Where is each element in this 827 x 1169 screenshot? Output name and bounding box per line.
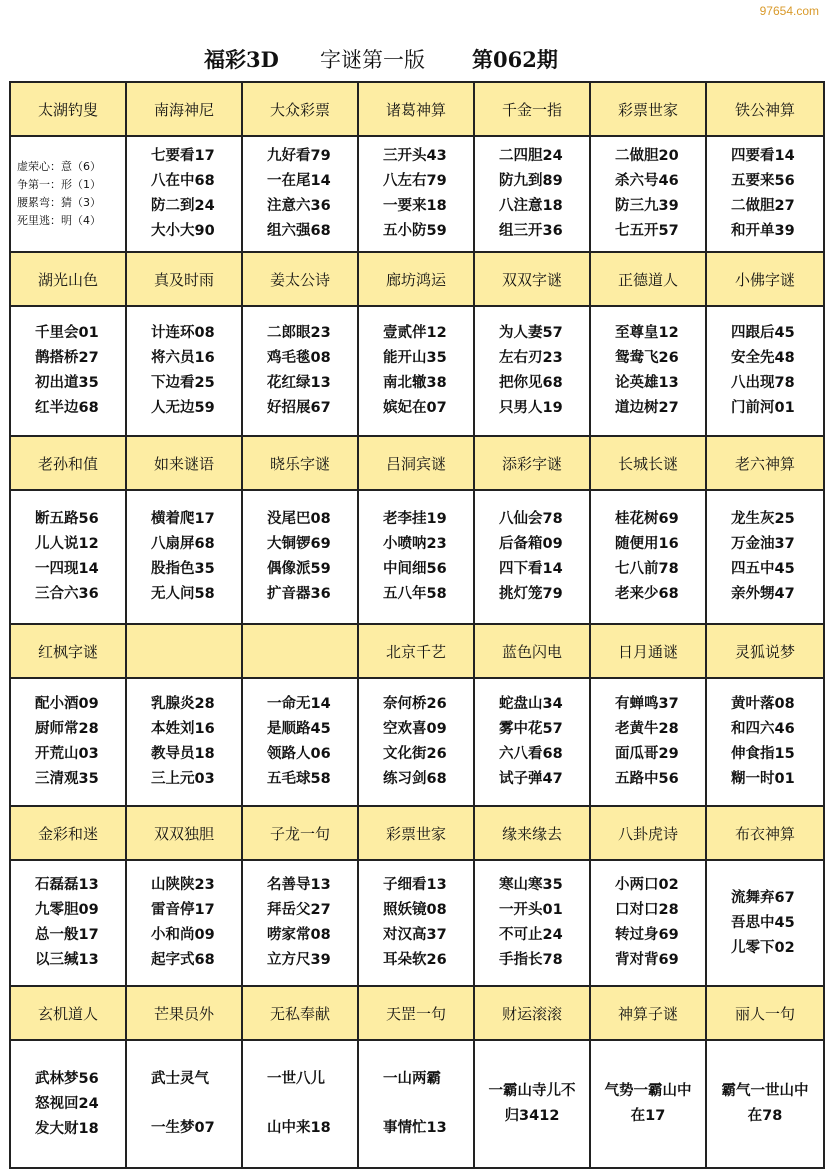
prediction-cell — [590, 860, 706, 986]
header-row — [10, 252, 824, 306]
prediction-cell — [590, 678, 706, 806]
site-watermark: 97654.com — [759, 4, 819, 18]
source-name: 长城长谜 — [590, 436, 706, 490]
prediction-line: 八在中68 — [151, 173, 215, 189]
prediction-line: 黄叶落08 — [731, 696, 795, 712]
prediction-cell — [358, 860, 474, 986]
prediction-line: 一命无14 — [267, 696, 331, 712]
prediction-line: 老黄牛28 — [615, 721, 679, 737]
prediction-cell — [10, 1040, 126, 1168]
prediction-line: 花红绿13 — [267, 375, 331, 391]
prediction-cell — [10, 678, 126, 806]
prediction-line: 门前河01 — [731, 400, 795, 416]
prediction-line: 以三缄13 — [35, 952, 99, 968]
prediction-line: 八左右79 — [383, 173, 447, 189]
prediction-line: 三开头43 — [383, 148, 447, 164]
prediction-row — [10, 490, 824, 624]
prediction-line: 二郎眼23 — [267, 325, 331, 341]
prediction-cell — [706, 306, 824, 436]
source-name: 老孙和值 — [10, 436, 126, 490]
prediction-line: 子细看13 — [383, 877, 447, 893]
prediction-line: 唠家常08 — [267, 927, 331, 943]
prediction-line: 雾中花57 — [499, 721, 563, 737]
source-name: 廊坊鸿运 — [358, 252, 474, 306]
prediction-line: 蛇盘山34 — [499, 696, 563, 712]
prediction-cell — [474, 678, 590, 806]
source-name: 北京千艺 — [358, 624, 474, 678]
prediction-cell — [474, 1040, 590, 1168]
prediction-line: 杀六号46 — [615, 173, 679, 189]
prediction-line: 南北辙38 — [383, 375, 447, 391]
prediction-cell — [10, 490, 126, 624]
title-edition: 字谜第一版 — [320, 48, 425, 72]
source-name: 老六神算 — [706, 436, 824, 490]
prediction-line: 照妖镜08 — [383, 902, 447, 918]
prediction-line: 计连环08 — [151, 325, 215, 341]
source-name: 双双字谜 — [474, 252, 590, 306]
prediction-cell — [706, 490, 824, 624]
prediction-cell — [474, 136, 590, 252]
source-name: 红枫字谜 — [10, 624, 126, 678]
prediction-line: 伸食指15 — [731, 746, 795, 762]
prediction-cell — [126, 860, 242, 986]
prediction-line: 四下看14 — [499, 561, 563, 577]
prediction-line: 二做胆27 — [731, 198, 795, 214]
prediction-line: 是顺路45 — [267, 721, 331, 737]
prediction-cell — [590, 306, 706, 436]
source-name: 大众彩票 — [242, 82, 358, 136]
prediction-row — [10, 1040, 824, 1168]
prediction-line: 五毛球58 — [267, 771, 331, 787]
prediction-line: 石磊磊13 — [35, 877, 99, 893]
header-row — [10, 624, 824, 678]
prediction-cell — [706, 1040, 824, 1168]
source-name: 彩票世家 — [358, 806, 474, 860]
prediction-line: 一在尾14 — [267, 173, 331, 189]
prediction-cell — [242, 490, 358, 624]
prediction-row — [10, 306, 824, 436]
prediction-line: 七要看17 — [151, 148, 215, 164]
title-issue: 第062期 — [472, 47, 558, 72]
prediction-line: 龙生灰25 — [731, 511, 795, 527]
prediction-line: 配小酒09 — [35, 696, 99, 712]
source-name: 无私奉献 — [242, 986, 358, 1040]
source-name: 缘来缘去 — [474, 806, 590, 860]
source-name — [242, 624, 358, 678]
prediction-line: 组三开36 — [499, 223, 563, 239]
prediction-line: 练习剑68 — [383, 771, 447, 787]
source-name: 玄机道人 — [10, 986, 126, 1040]
prediction-line: 空欢喜09 — [383, 721, 447, 737]
prediction-line: 七八前78 — [615, 561, 679, 577]
source-name: 神算子谜 — [590, 986, 706, 1040]
prediction-cell — [242, 136, 358, 252]
prediction-line: 五要来56 — [731, 173, 795, 189]
prediction-line: 桂花树69 — [615, 511, 679, 527]
prediction-cell — [10, 306, 126, 436]
prediction-line: 五八年58 — [383, 586, 447, 602]
source-name: 灵狐说梦 — [706, 624, 824, 678]
prediction-line: 随便用16 — [615, 536, 679, 552]
prediction-line: 中间细56 — [383, 561, 447, 577]
prediction-cell — [126, 490, 242, 624]
prediction-line: 归3412 — [504, 1108, 560, 1124]
prediction-line: 股指色35 — [151, 561, 215, 577]
prediction-line: 红半边68 — [35, 400, 99, 416]
prediction-line: 武士灵气 — [151, 1071, 209, 1087]
prediction-line: 八仙会78 — [499, 511, 563, 527]
prediction-line: 和四六46 — [731, 721, 795, 737]
source-name: 天罡一句 — [358, 986, 474, 1040]
prediction-line: 雷音停17 — [151, 902, 215, 918]
prediction-line: 为人妻57 — [499, 325, 563, 341]
prediction-cell — [242, 306, 358, 436]
source-name: 晓乐字谜 — [242, 436, 358, 490]
prediction-row — [10, 860, 824, 986]
prediction-cell — [706, 136, 824, 252]
prediction-line: 霸气一世山中 — [721, 1083, 809, 1099]
prediction-line: 背对背69 — [615, 952, 679, 968]
prediction-line: 名善导13 — [267, 877, 331, 893]
source-name: 金彩和迷 — [10, 806, 126, 860]
prediction-line: 口对口28 — [615, 902, 679, 918]
prediction-cell — [242, 1040, 358, 1168]
prediction-cell — [474, 490, 590, 624]
prediction-cell — [242, 860, 358, 986]
source-name: 添彩字谜 — [474, 436, 590, 490]
prediction-line: 儿零下02 — [731, 939, 795, 956]
prediction-cell — [126, 136, 242, 252]
prediction-line: 手指长78 — [499, 952, 563, 968]
prediction-line: 防二到24 — [151, 198, 215, 214]
prediction-line: 五路中56 — [615, 771, 679, 787]
prediction-cell — [590, 136, 706, 252]
prediction-line: 奈何桥26 — [383, 696, 447, 712]
prediction-line: 小喷呐23 — [383, 536, 447, 552]
prediction-line: 只男人19 — [499, 400, 563, 416]
prediction-line: 挑灯笼79 — [499, 586, 563, 602]
prediction-cell — [590, 1040, 706, 1168]
prediction-line: 扩音器36 — [267, 586, 331, 602]
prediction-line: 好招展67 — [267, 400, 331, 416]
prediction-line: 试子弹47 — [499, 771, 563, 787]
prediction-line: 有蝉鸣37 — [615, 696, 679, 712]
source-name: 如来谜语 — [126, 436, 242, 490]
prediction-line: 领路人06 — [267, 746, 331, 762]
source-name: 布衣神算 — [706, 806, 824, 860]
riddle-table — [9, 81, 825, 1169]
prediction-cell — [126, 678, 242, 806]
source-name: 蓝色闪电 — [474, 624, 590, 678]
header-row — [10, 806, 824, 860]
source-name: 姜太公诗 — [242, 252, 358, 306]
source-name — [126, 624, 242, 678]
prediction-line: 老来少68 — [615, 586, 679, 602]
prediction-line: 事情忙13 — [383, 1120, 447, 1136]
prediction-line: 流舞弃67 — [731, 889, 795, 906]
prediction-line: 把你见68 — [499, 375, 563, 391]
prediction-line: 后备箱09 — [499, 536, 563, 552]
prediction-cell — [358, 136, 474, 252]
prediction-line: 万金油37 — [731, 536, 795, 552]
source-name: 丽人一句 — [706, 986, 824, 1040]
prediction-line: 千里会01 — [35, 325, 99, 341]
prediction-line: 鸳鸯飞26 — [615, 350, 679, 366]
prediction-cell — [242, 678, 358, 806]
prediction-cell — [358, 490, 474, 624]
prediction-cell — [358, 306, 474, 436]
prediction-line: 九零胆09 — [35, 902, 99, 918]
prediction-cell — [126, 1040, 242, 1168]
prediction-line: 立方尺39 — [267, 952, 331, 968]
prediction-line: 六八看68 — [499, 746, 563, 762]
prediction-line: 争第一：形（1） — [17, 178, 101, 191]
header-row — [10, 82, 824, 136]
prediction-row — [10, 136, 824, 252]
prediction-line: 在78 — [747, 1108, 783, 1124]
source-name: 双双独胆 — [126, 806, 242, 860]
prediction-line: 一世八儿 — [267, 1071, 325, 1087]
prediction-line: 防三九39 — [615, 198, 679, 214]
prediction-line: 教导员18 — [151, 746, 215, 762]
prediction-line: 将六员16 — [151, 350, 215, 366]
prediction-line: 对汉高37 — [383, 927, 447, 943]
prediction-line: 一要来18 — [383, 198, 447, 214]
prediction-line: 四要看14 — [731, 148, 795, 164]
source-name: 财运滚滚 — [474, 986, 590, 1040]
prediction-line: 转过身69 — [615, 927, 679, 943]
prediction-line: 小两口02 — [615, 877, 679, 893]
prediction-line: 断五路56 — [35, 511, 99, 527]
prediction-line: 四跟后45 — [731, 325, 795, 341]
prediction-line: 七五开57 — [615, 223, 679, 239]
prediction-line: 厨师常28 — [35, 721, 99, 737]
prediction-line: 横着爬17 — [151, 511, 215, 527]
prediction-line: 开荒山03 — [35, 746, 99, 762]
prediction-line: 本姓刘16 — [151, 721, 215, 737]
prediction-line: 小和尚09 — [151, 927, 215, 943]
prediction-line: 无人问58 — [151, 586, 215, 602]
prediction-line: 安全先48 — [731, 350, 795, 366]
prediction-cell — [358, 678, 474, 806]
prediction-cell — [10, 136, 126, 252]
prediction-line: 儿人说12 — [35, 536, 99, 552]
prediction-line: 大铜锣69 — [267, 536, 331, 552]
prediction-line — [267, 1092, 357, 1116]
prediction-line: 注意六36 — [267, 198, 331, 214]
prediction-line: 三清观35 — [35, 771, 99, 787]
source-name: 日月通谜 — [590, 624, 706, 678]
prediction-line — [383, 1092, 473, 1116]
source-name: 铁公神算 — [706, 82, 824, 136]
prediction-cell — [126, 306, 242, 436]
prediction-line: 八扇屏68 — [151, 536, 215, 552]
prediction-line: 和开单39 — [731, 223, 795, 239]
prediction-line: 亲外甥47 — [731, 586, 795, 602]
prediction-line: 道边树27 — [615, 400, 679, 416]
prediction-line: 至尊皇12 — [615, 325, 679, 341]
source-name: 吕洞宾谜 — [358, 436, 474, 490]
prediction-line: 寒山寒35 — [499, 877, 563, 893]
prediction-line — [151, 1092, 241, 1116]
prediction-line: 左右刃23 — [499, 350, 563, 366]
source-name: 小佛字谜 — [706, 252, 824, 306]
source-name: 湖光山色 — [10, 252, 126, 306]
source-name: 千金一指 — [474, 82, 590, 136]
prediction-line: 八出现78 — [731, 375, 795, 391]
header-row — [10, 436, 824, 490]
header-row — [10, 986, 824, 1040]
prediction-line: 死里逃：明（4） — [17, 214, 101, 227]
source-name: 彩票世家 — [590, 82, 706, 136]
prediction-line: 能开山35 — [383, 350, 447, 366]
prediction-line: 大小大90 — [151, 223, 215, 239]
prediction-line: 组六强68 — [267, 223, 331, 239]
prediction-line: 面瓜哥29 — [615, 746, 679, 762]
prediction-line: 下边看25 — [151, 375, 215, 391]
prediction-cell — [10, 860, 126, 986]
source-name: 太湖钓叟 — [10, 82, 126, 136]
prediction-line: 一开头01 — [499, 902, 563, 918]
page-title — [0, 44, 827, 80]
prediction-line: 论英雄13 — [615, 375, 679, 391]
prediction-cell — [706, 860, 824, 986]
prediction-cell — [358, 1040, 474, 1168]
prediction-line: 鸡毛毯08 — [267, 350, 331, 366]
prediction-line: 糊一时01 — [731, 771, 795, 787]
prediction-line: 四五中45 — [731, 561, 795, 577]
prediction-line: 壹贰伴12 — [383, 325, 447, 341]
prediction-line: 防九到89 — [499, 173, 563, 189]
prediction-line: 人无边59 — [151, 400, 215, 416]
prediction-cell — [590, 490, 706, 624]
prediction-line: 总一般17 — [35, 927, 99, 943]
prediction-line: 武林梦56 — [35, 1070, 99, 1087]
prediction-cell — [474, 306, 590, 436]
prediction-line: 一山两霸 — [383, 1071, 441, 1087]
prediction-line: 在17 — [630, 1108, 666, 1124]
prediction-line: 拜岳父27 — [267, 902, 331, 918]
prediction-line: 二四胆24 — [499, 148, 563, 164]
prediction-line: 三上元03 — [151, 771, 215, 787]
prediction-line: 吾思中45 — [731, 914, 795, 931]
prediction-line: 一四现14 — [35, 561, 99, 577]
source-name: 南海神尼 — [126, 82, 242, 136]
prediction-line: 九好看79 — [267, 148, 331, 164]
prediction-line: 文化街26 — [383, 746, 447, 762]
prediction-line: 五小防59 — [383, 223, 447, 239]
prediction-line: 耳朵软26 — [383, 952, 447, 968]
prediction-line: 发大财18 — [35, 1120, 99, 1137]
prediction-line: 八注意18 — [499, 198, 563, 214]
prediction-line: 二做胆20 — [615, 148, 679, 164]
prediction-line: 三合六36 — [35, 586, 99, 602]
title-lottery: 福彩3D — [204, 47, 279, 72]
prediction-line: 嫔妃在07 — [383, 400, 447, 416]
prediction-line: 偶像派59 — [267, 561, 331, 577]
source-name: 子龙一句 — [242, 806, 358, 860]
prediction-line: 怒视回24 — [35, 1095, 99, 1112]
source-name: 八卦虎诗 — [590, 806, 706, 860]
prediction-row — [10, 678, 824, 806]
prediction-cell — [474, 860, 590, 986]
source-name: 真及时雨 — [126, 252, 242, 306]
prediction-line: 山陕陕23 — [151, 877, 215, 893]
prediction-cell — [706, 678, 824, 806]
source-name: 诸葛神算 — [358, 82, 474, 136]
prediction-line: 老李挂19 — [383, 511, 447, 527]
prediction-line: 气势一霸山中 — [604, 1083, 692, 1099]
prediction-line: 没尾巴08 — [267, 511, 331, 527]
prediction-line: 起字式68 — [151, 952, 215, 968]
prediction-line: 乳腺炎28 — [151, 696, 215, 712]
source-name: 芒果员外 — [126, 986, 242, 1040]
prediction-line: 一霸山寺儿不 — [488, 1083, 576, 1099]
prediction-line: 鹊搭桥27 — [35, 350, 99, 366]
prediction-line: 不可止24 — [499, 927, 563, 943]
prediction-line: 腰累弯：猜（3） — [17, 196, 101, 209]
prediction-line: 一生梦07 — [151, 1120, 215, 1136]
prediction-line: 山中来18 — [267, 1120, 331, 1136]
prediction-line: 初出道35 — [35, 375, 99, 391]
prediction-line: 虚荣心：意（6） — [17, 160, 101, 173]
source-name: 正德道人 — [590, 252, 706, 306]
